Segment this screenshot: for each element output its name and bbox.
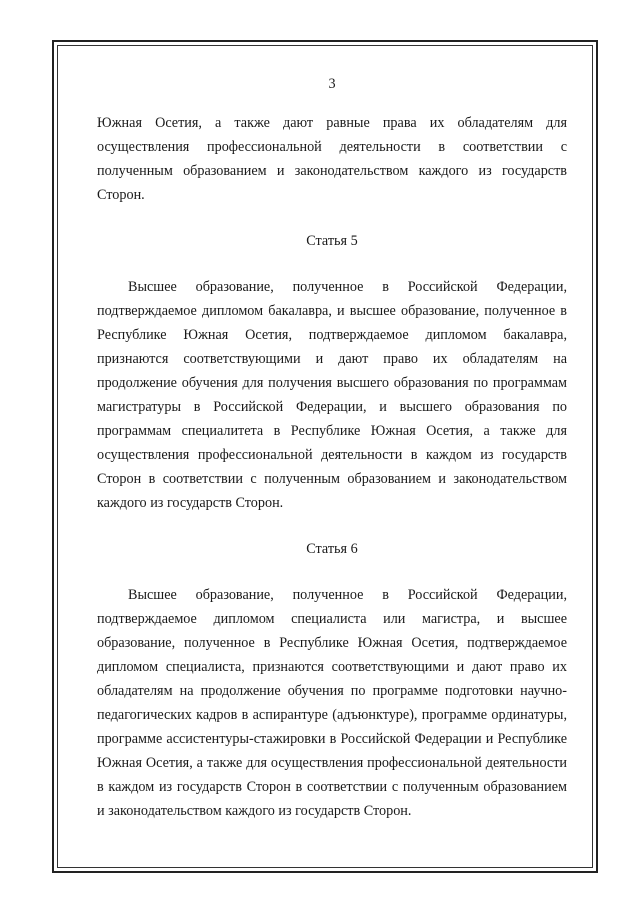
spacer [97,253,567,275]
document-body [97,72,567,823]
spacer [97,515,567,537]
article-6-text: Высшее образование, полученное в Российской Федерации, подтверждаемое дипломом специалиста или магистра, и высшее образование, полученное в Республике Южная Осетия, подтверждаемое дипломом специалиста, признаются соответствующими и дают право их обладателям на продолжение обучения по программе подготовки научно-педагогических кадров в аспирантуре (адъюнктуре), программе ординатуры, программе ассистентуры-стажировки в Российской Федерации и Республике Южная Осетия, а также для осуществления профессиональной деятельности в каждом из государств Сторон в соответствии с полученным образованием и законодательством каждого из государств Сторон. [97,587,567,819]
spacer [97,96,567,111]
spacer [97,207,567,229]
article-6-heading: Статья 6 [306,541,358,557]
article-5-text: Высшее образование, полученное в Российской Федерации, подтверждаемое дипломом бакалавра, и высшее образование, полученное в Республике Южная Осетия, подтверждаемое дипломом бакалавра, признаются соответствующими и дают право их обладателям на продолжение обучения для получения высшего образования по программам магистратуры в Российской Федерации, и высшего образования по программам специалитета в Республике Южная Осетия, а также для осуществления профессиональной деятельности в каждом из государств Сторон в соответствии с полученным образованием и законодательством каждого из государств Сторон. [97,279,567,511]
article-5-heading: Статья 5 [306,233,358,249]
continuation-paragraph: Южная Осетия, а также дают равные права их обладателям для осуществления профессиональной деятельности в соответствии с полученным образованием и законодательством каждого из государств Сторон. [97,115,567,203]
page-number: 3 [328,76,336,92]
spacer [97,561,567,583]
